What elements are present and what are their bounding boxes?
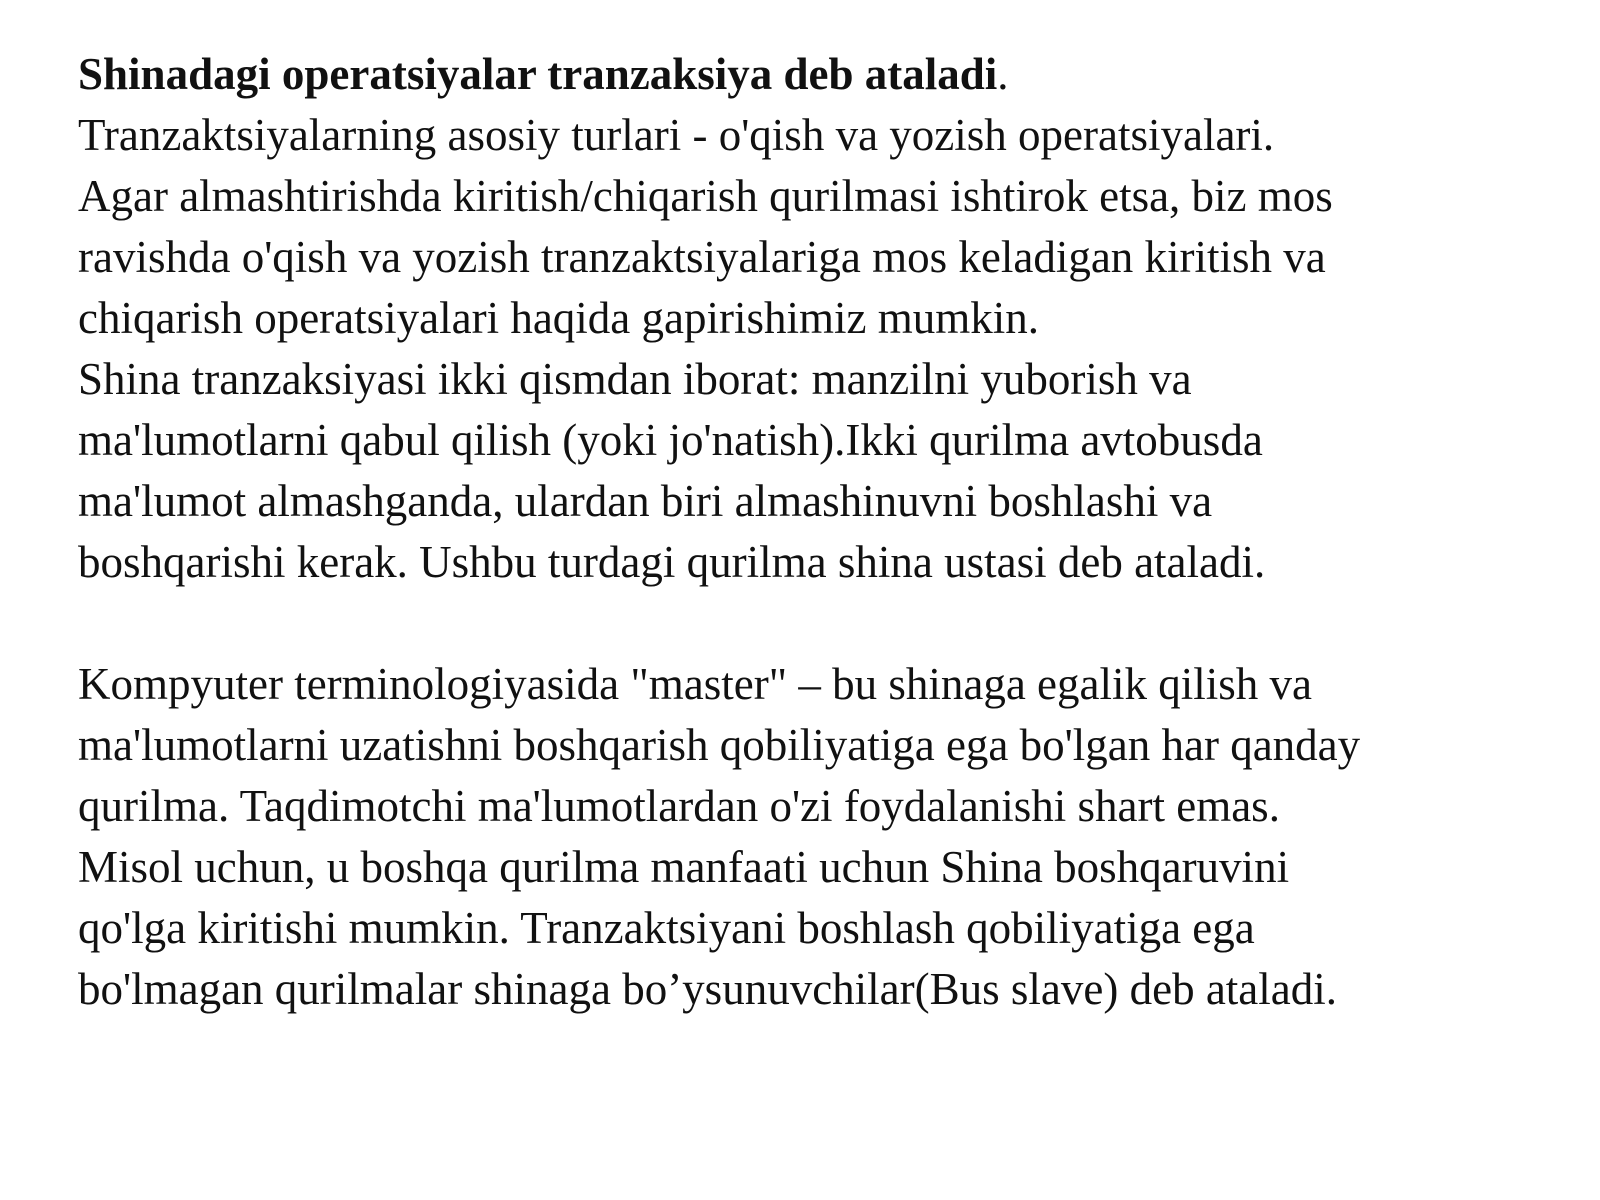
title-bold-text: Shinadagi operatsiyalar tranzaksiya deb ataladi — [78, 49, 998, 99]
paragraph-2-line: Misol uchun, u boshqa qurilma manfaati uchun Shina boshqaruvini — [78, 842, 1290, 892]
title-line — [78, 44, 1548, 105]
slide-content — [78, 44, 1548, 1020]
paragraph-gap — [78, 593, 1548, 654]
title-suffix: . — [997, 49, 1009, 99]
paragraph-1-line: Agar almashtirishda kiritish/chiqarish qurilmasi ishtirok etsa, biz mos — [78, 171, 1333, 221]
paragraph-1-line: boshqarishi kerak. Ushbu turdagi qurilma shina ustasi deb ataladi. — [78, 537, 1266, 587]
paragraph-1-line: ma'lumot almashganda, ulardan biri almashinuvni boshlashi va — [78, 476, 1213, 526]
paragraph-2-line: Kompyuter terminologiyasida "master" – bu shinaga egalik qilish va — [78, 659, 1312, 709]
paragraph-2 — [78, 654, 1548, 1020]
paragraph-2-line: qo'lga kiritishi mumkin. Tranzaktsiyani boshlash qobiliyatiga ega — [78, 903, 1255, 953]
paragraph-2-line: bo'lmagan qurilmalar shinaga bo’ysunuvchilar(Bus slave) deb ataladi. — [78, 964, 1337, 1014]
paragraph-1-line: Tranzaktsiyalarning asosiy turlari - o'qish va yozish operatsiyalari. — [78, 110, 1275, 160]
paragraph-1-line: ravishda o'qish va yozish tranzaktsiyalariga mos keladigan kiritish va — [78, 232, 1326, 282]
paragraph-2-line: ma'lumotlarni uzatishni boshqarish qobiliyatiga ega bo'lgan har qanday — [78, 720, 1361, 770]
paragraph-1-line: chiqarish operatsiyalari haqida gapirishimiz mumkin. — [78, 293, 1039, 343]
paragraph-2-line: qurilma. Taqdimotchi ma'lumotlardan o'zi foydalanishi shart emas. — [78, 781, 1280, 831]
paragraph-1-line: ma'lumotlarni qabul qilish (yoki jo'natish).Ikki qurilma avtobusda — [78, 415, 1263, 465]
paragraph-1 — [78, 44, 1548, 593]
paragraph-1-line: Shina tranzaksiyasi ikki qismdan iborat: manzilni yuborish va — [78, 354, 1192, 404]
